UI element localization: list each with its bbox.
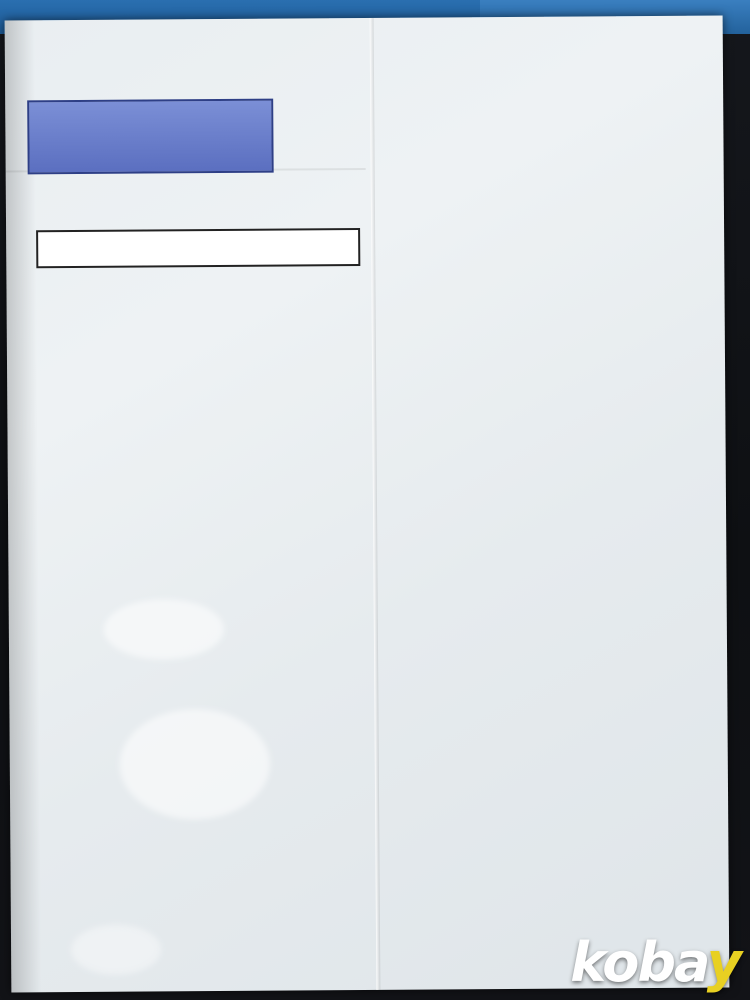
paper-scuff — [71, 924, 161, 975]
brochure-sheet — [5, 16, 730, 993]
subtitle-band — [36, 228, 360, 268]
paper-fold — [370, 18, 381, 990]
paper-scuff — [104, 599, 224, 660]
watermark-kobay: kobay — [570, 931, 740, 994]
title-band — [27, 99, 274, 175]
paper-scuff — [119, 709, 270, 820]
